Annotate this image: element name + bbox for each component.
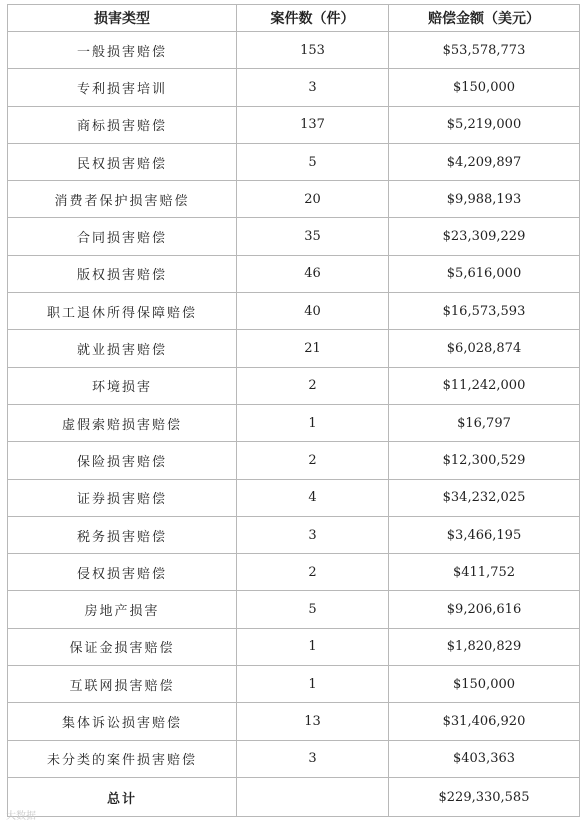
table-row: [8, 69, 580, 106]
table-row: [8, 479, 580, 516]
table-row: [8, 218, 580, 255]
amount-cell: $16,573,593: [389, 293, 580, 330]
damage-type-cell: 一般损害赔偿: [8, 32, 237, 69]
case-count-cell: 1: [237, 404, 389, 441]
damage-type-cell: 合同损害赔偿: [8, 218, 237, 255]
table-row: [8, 442, 580, 479]
case-count-cell: 137: [237, 106, 389, 143]
table-row: [8, 516, 580, 553]
case-count-cell: 21: [237, 330, 389, 367]
damage-type-cell: 民权损害赔偿: [8, 143, 237, 180]
case-count-cell: 35: [237, 218, 389, 255]
amount-cell: $16,797: [389, 404, 580, 441]
damage-type-cell: 互联网损害赔偿: [8, 666, 237, 703]
amount-cell: $6,028,874: [389, 330, 580, 367]
damage-type-cell: 虚假索赔损害赔偿: [8, 404, 237, 441]
damage-type-cell: 税务损害赔偿: [8, 516, 237, 553]
table-row: [8, 591, 580, 628]
table-row: [8, 703, 580, 740]
damage-type-cell: 侵权损害赔偿: [8, 554, 237, 591]
damage-type-cell: 房地产损害: [8, 591, 237, 628]
table-row: [8, 628, 580, 665]
case-count-cell: 1: [237, 628, 389, 665]
case-count-cell: 2: [237, 442, 389, 479]
damage-type-cell: 保证金损害赔偿: [8, 628, 237, 665]
case-count-cell: 3: [237, 69, 389, 106]
damage-type-cell: 证券损害赔偿: [8, 479, 237, 516]
case-count-cell: 20: [237, 181, 389, 218]
case-count-cell: 5: [237, 143, 389, 180]
damage-type-cell: 职工退休所得保障赔偿: [8, 293, 237, 330]
amount-cell: $4,209,897: [389, 143, 580, 180]
amount-cell: $403,363: [389, 740, 580, 777]
damages-table: [7, 4, 580, 817]
table-row: [8, 32, 580, 69]
case-count-cell: 40: [237, 293, 389, 330]
damage-type-cell: 保险损害赔偿: [8, 442, 237, 479]
damage-type-cell: 就业损害赔偿: [8, 330, 237, 367]
case-count-cell: 153: [237, 32, 389, 69]
damage-type-cell: 未分类的案件损害赔偿: [8, 740, 237, 777]
amount-cell: $1,820,829: [389, 628, 580, 665]
header-damage-type: 损害类型: [8, 5, 237, 32]
amount-cell: $150,000: [389, 69, 580, 106]
case-count-cell: 3: [237, 740, 389, 777]
amount-cell: $12,300,529: [389, 442, 580, 479]
amount-cell: $3,466,195: [389, 516, 580, 553]
total-row: [8, 778, 580, 817]
damage-type-cell: 消费者保护损害赔偿: [8, 181, 237, 218]
watermark: 大数据: [6, 811, 36, 822]
case-count-cell: 3: [237, 516, 389, 553]
table-row: [8, 293, 580, 330]
amount-cell: $31,406,920: [389, 703, 580, 740]
table-row: [8, 666, 580, 703]
damage-type-cell: 环境损害: [8, 367, 237, 404]
table-row: [8, 740, 580, 777]
case-count-cell: 5: [237, 591, 389, 628]
amount-cell: $411,752: [389, 554, 580, 591]
damage-type-cell: 商标损害赔偿: [8, 106, 237, 143]
table-row: [8, 143, 580, 180]
case-count-cell: 2: [237, 367, 389, 404]
table-row: [8, 554, 580, 591]
table-row: [8, 181, 580, 218]
amount-cell: $9,988,193: [389, 181, 580, 218]
amount-cell: $150,000: [389, 666, 580, 703]
amount-cell: $9,206,616: [389, 591, 580, 628]
total-count: [237, 778, 389, 817]
table-row: [8, 106, 580, 143]
total-label: 总计: [8, 778, 237, 817]
amount-cell: $23,309,229: [389, 218, 580, 255]
header-case-count: 案件数（件）: [237, 5, 389, 32]
case-count-cell: 46: [237, 255, 389, 292]
header-row: [8, 5, 580, 32]
table-row: [8, 255, 580, 292]
table-row: [8, 330, 580, 367]
case-count-cell: 4: [237, 479, 389, 516]
damage-type-cell: 版权损害赔偿: [8, 255, 237, 292]
amount-cell: $53,578,773: [389, 32, 580, 69]
case-count-cell: 13: [237, 703, 389, 740]
table-row: [8, 404, 580, 441]
table-row: [8, 367, 580, 404]
total-amount: $229,330,585: [389, 778, 580, 817]
case-count-cell: 2: [237, 554, 389, 591]
amount-cell: $5,616,000: [389, 255, 580, 292]
amount-cell: $34,232,025: [389, 479, 580, 516]
case-count-cell: 1: [237, 666, 389, 703]
damage-type-cell: 专利损害培训: [8, 69, 237, 106]
damage-type-cell: 集体诉讼损害赔偿: [8, 703, 237, 740]
amount-cell: $11,242,000: [389, 367, 580, 404]
amount-cell: $5,219,000: [389, 106, 580, 143]
header-compensation-amount: 赔偿金额（美元）: [389, 5, 580, 32]
